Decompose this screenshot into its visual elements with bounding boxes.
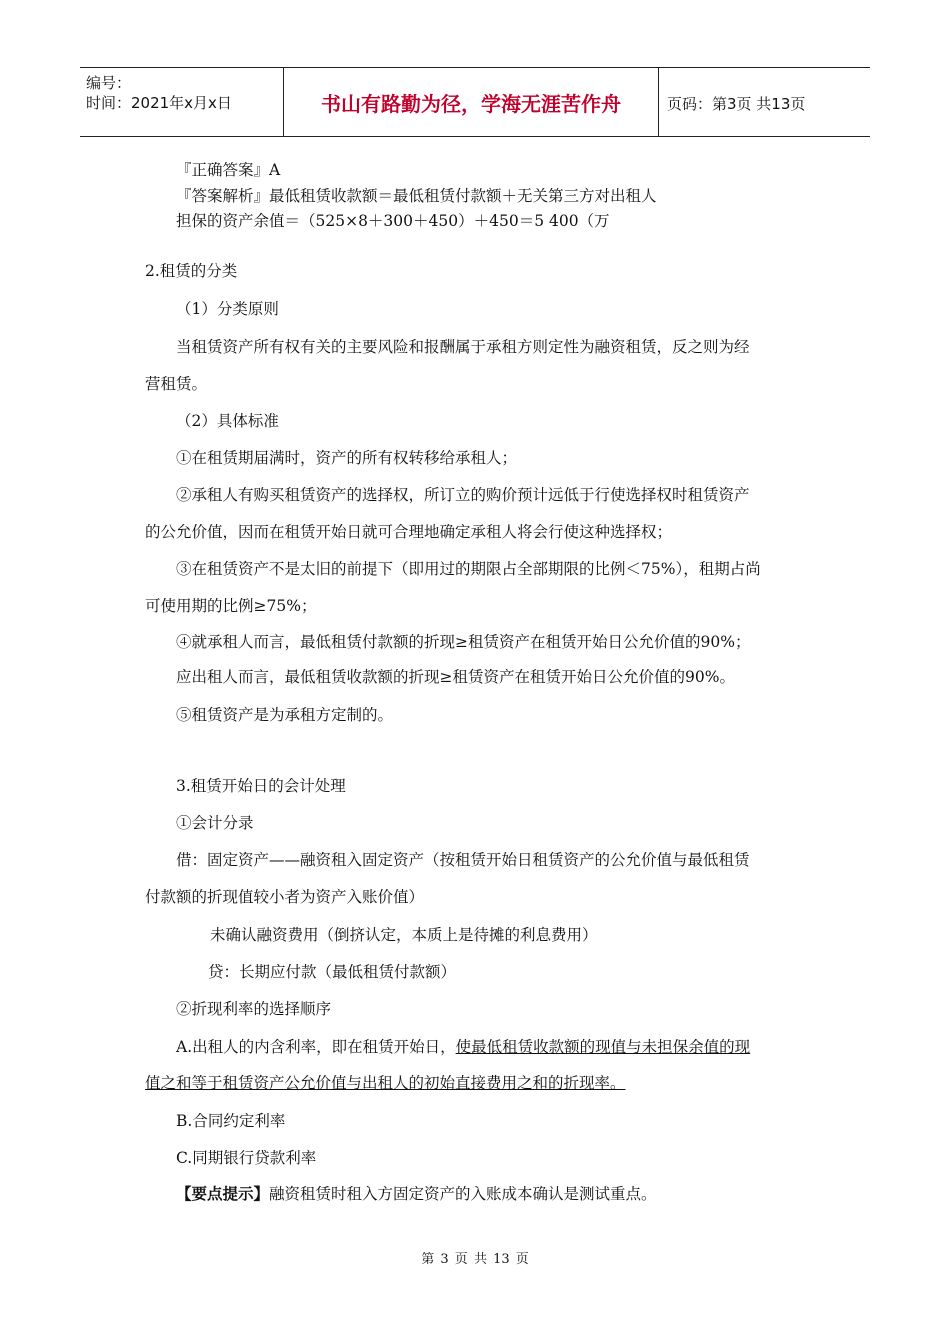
rate-a-cont: 值之和等于租赁资产公允价值与出租人的初始直接费用之和的折现率。: [145, 1074, 626, 1092]
subheading-1: （1）分类原则: [176, 300, 279, 318]
analysis-line: 『答案解析』最低租赁收款额＝最低租赁付款额＋无关第三方对出租人: [176, 187, 657, 205]
answer-line: 『正确答案』A: [176, 161, 281, 179]
number-label: 编号：: [86, 74, 132, 92]
footer-text: 页: [454, 1252, 468, 1267]
journal-unrecognized: 未确认融资费用（倒挤认定，本质上是待摊的利息费用）: [210, 926, 598, 944]
time-label: 时间：2021年x月x日: [86, 94, 232, 112]
analysis-line-2: 担保的资产余值＝（525×8＋300＋450）＋450＝5 400（万: [176, 212, 610, 230]
footer-page-number: 3: [440, 1252, 449, 1267]
subheading-2: （2）具体标准: [176, 412, 279, 430]
footer-text: 第: [421, 1252, 435, 1267]
footer-text: 共: [473, 1252, 487, 1267]
criterion-3-cont: 可使用期的比例≥75%；: [145, 597, 317, 615]
rate-a-underlined: 使最低租赁收款额的现值与未担保余值的现: [455, 1038, 751, 1056]
paragraph-line: 当租赁资产所有权有关的主要风险和报酬属于承租方则定性为融资租赁，反之则为经: [176, 338, 750, 356]
journal-debit: 借：固定资产——融资租入固定资产（按租赁开始日租赁资产的公允价值与最低租赁: [176, 851, 750, 869]
rate-a: [176, 1037, 750, 1057]
key-point-label: 【要点提示】: [176, 1185, 270, 1203]
motto: 书山有路勤为径，学海无涯苦作舟: [321, 92, 621, 116]
journal-credit: 贷：长期应付款（最低租赁付款额）: [208, 963, 457, 981]
header-page-cell: [659, 68, 870, 136]
journal-debit-cont: 付款额的折现值较小者为资产入账价值）: [145, 888, 425, 906]
section-heading-3: 3.租赁开始日的会计处理: [176, 777, 346, 795]
footer-total-pages: 13: [493, 1252, 510, 1267]
key-point: [176, 1184, 657, 1204]
paragraph-line: 营租赁。: [145, 375, 208, 393]
key-point-text: 融资租赁时租入方固定资产的入账成本确认是测试重点。: [269, 1185, 657, 1203]
rate-c: C.同期银行贷款利率: [176, 1149, 317, 1167]
header-meta-cell: [80, 68, 284, 136]
criterion-4-cont: 应出租人而言，最低租赁收款额的折现≥租赁资产在租赁开始日公允价值的90%。: [176, 668, 735, 686]
criterion-2: ②承租人有购买租赁资产的选择权，所订立的购价预计远低于行使选择权时租赁资产: [176, 486, 750, 504]
footer-text: 页: [515, 1252, 529, 1267]
page-footer: [0, 1248, 950, 1267]
subheading-entry: ①会计分录: [176, 814, 254, 832]
criterion-3: ③在租赁资产不是太旧的前提下（即用过的期限占全部期限的比例＜75%），租期占尚: [176, 560, 761, 578]
criterion-1: ①在租赁期届满时，资产的所有权转移给承租人；: [176, 449, 518, 467]
rate-b: B.合同约定利率: [176, 1112, 286, 1130]
page-code: 页码：第3页 共13页: [667, 95, 806, 113]
header-motto-cell: [284, 68, 659, 136]
section-heading-2: 2.租赁的分类: [145, 262, 238, 280]
subheading-discount: ②折现利率的选择顺序: [176, 1000, 332, 1018]
criterion-2-cont: 的公允价值，因而在租赁开始日就可合理地确定承租人将会行使这种选择权；: [145, 523, 673, 541]
rate-a-text: A.出租人的内含利率，即在租赁开始日，: [176, 1038, 456, 1056]
page-header: [80, 67, 870, 137]
criterion-4: ④就承租人而言，最低租赁付款额的折现≥租赁资产在租赁开始日公允价值的90%；: [176, 633, 751, 651]
criterion-5: ⑤租赁资产是为承租方定制的。: [176, 706, 394, 724]
